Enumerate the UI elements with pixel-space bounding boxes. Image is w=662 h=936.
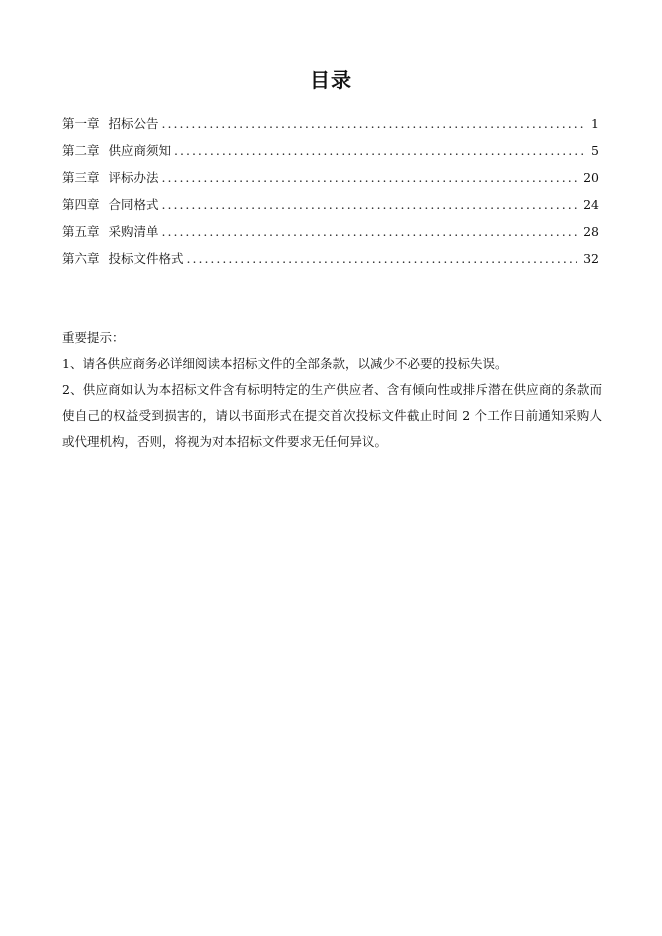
- toc-entry[interactable]: [62, 141, 599, 168]
- toc-chapter-title: 合同格式: [108, 197, 159, 212]
- toc-chapter-title: 招标公告: [108, 116, 159, 131]
- toc-leader-dots: [162, 116, 583, 131]
- toc-page-number: 5: [591, 143, 599, 158]
- important-notes: [62, 325, 602, 455]
- toc-entry[interactable]: [62, 114, 599, 141]
- toc-chapter-number: 第四章: [62, 197, 100, 212]
- toc-leader-dots: [162, 170, 578, 185]
- note-paragraph: 1、请各供应商务必详细阅读本招标文件的全部条款，以减少不必要的投标失误。: [62, 356, 508, 371]
- toc-entry[interactable]: [62, 168, 599, 195]
- toc-leader-dots: [174, 143, 583, 158]
- toc-chapter-number: 第五章: [62, 224, 100, 239]
- toc-chapter-title: 采购清单: [108, 224, 159, 239]
- table-of-contents: [62, 114, 599, 276]
- toc-chapter-title: 评标办法: [108, 170, 159, 185]
- toc-chapter-number: 第二章: [62, 143, 100, 158]
- toc-leader-dots: [162, 224, 578, 239]
- toc-entry[interactable]: [62, 249, 599, 276]
- toc-page-number: 20: [583, 170, 599, 185]
- notes-heading: 重要提示：: [62, 330, 125, 345]
- toc-chapter-title: 供应商须知: [108, 143, 172, 158]
- toc-entry[interactable]: [62, 195, 599, 222]
- toc-leader-dots: [162, 197, 578, 212]
- toc-chapter-title: 投标文件格式: [108, 251, 184, 266]
- toc-page-number: 32: [583, 251, 599, 266]
- toc-chapter-number: 第三章: [62, 170, 100, 185]
- toc-page-number: 24: [583, 197, 599, 212]
- toc-page-number: 28: [583, 224, 599, 239]
- page-title: 目录: [310, 68, 352, 92]
- note-paragraph: 2、供应商如认为本招标文件含有标明特定的生产供应者、含有倾向性或排斥潜在供应商的条款而使自己的权益受到损害的，请以书面形式在提交首次投标文件截止时间 2 个工作日前通知采购人或代理机构，否则，将视为对本招标文件要求无任何异议。: [62, 382, 602, 449]
- toc-entry[interactable]: [62, 222, 599, 249]
- toc-page-number: 1: [591, 116, 599, 131]
- toc-leader-dots: [187, 251, 578, 266]
- toc-chapter-number: 第一章: [62, 116, 100, 131]
- toc-chapter-number: 第六章: [62, 251, 100, 266]
